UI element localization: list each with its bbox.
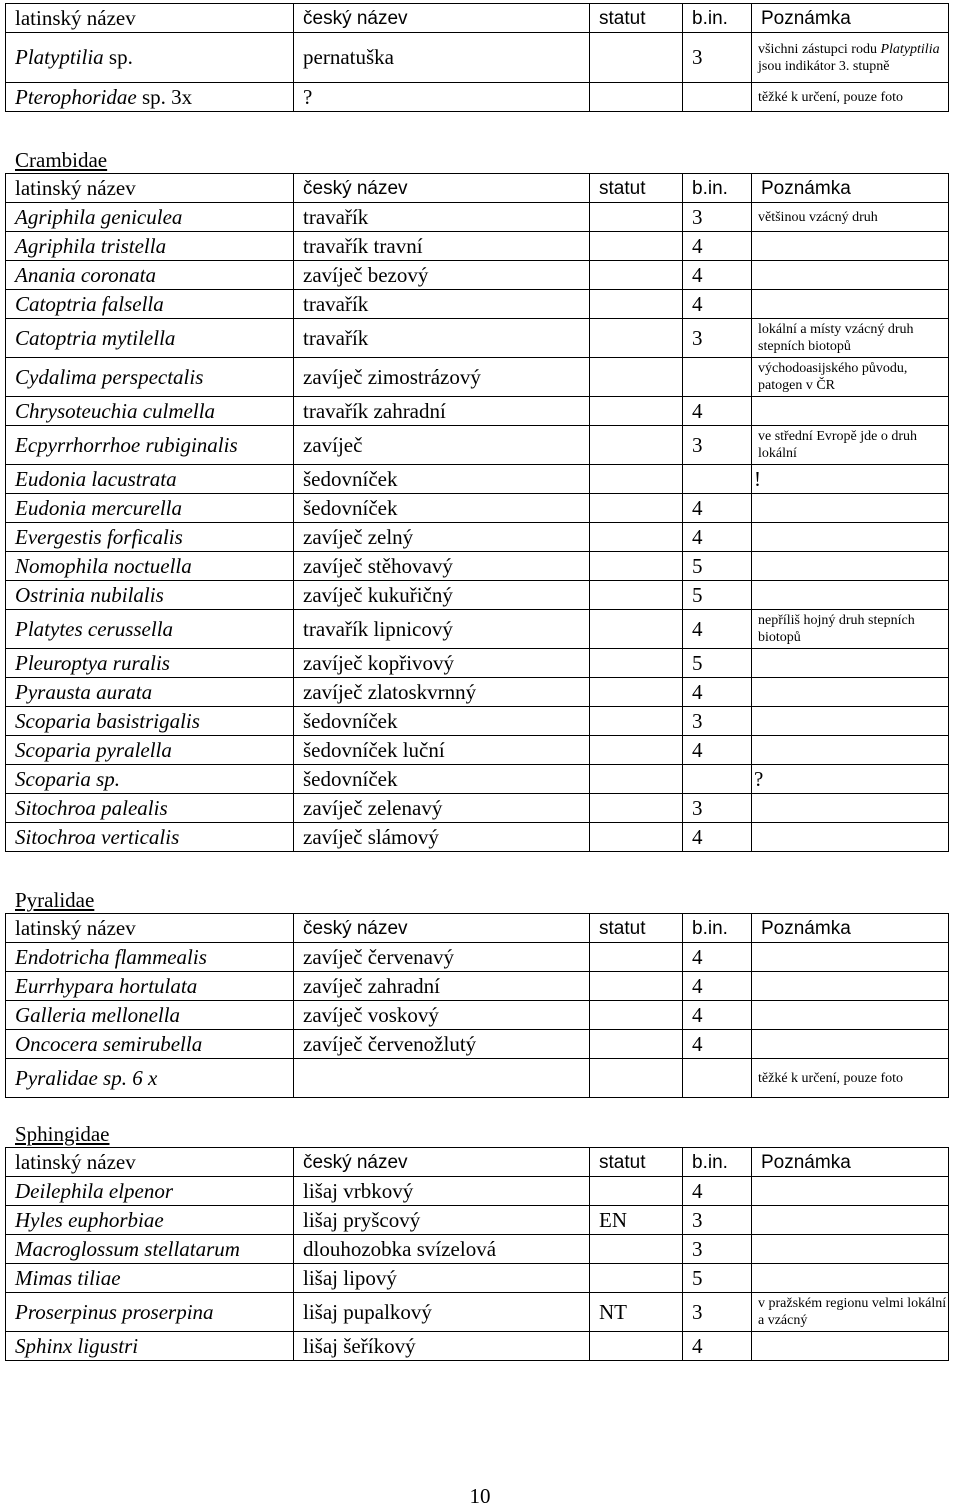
status-cell xyxy=(590,319,683,358)
czech-cell: šedovníček xyxy=(294,465,590,494)
note-cell xyxy=(752,649,949,678)
latin-cell: Platyptilia sp. xyxy=(6,33,294,83)
note-cell xyxy=(752,494,949,523)
note-cell: lokální a místy vzácný druh stepních biotopů xyxy=(752,319,949,358)
latin-cell: Pyrausta aurata xyxy=(6,678,294,707)
table-row xyxy=(6,261,949,290)
table-row xyxy=(6,581,949,610)
czech-cell: zavíječ xyxy=(294,426,590,465)
table-header-row xyxy=(6,4,949,33)
table-row xyxy=(6,33,949,83)
czech-cell: šedovníček luční xyxy=(294,736,590,765)
status-cell xyxy=(590,465,683,494)
czech-cell: lišaj lipový xyxy=(294,1264,590,1293)
czech-cell: lišaj vrbkový xyxy=(294,1177,590,1206)
latin-cell: Deilephila elpenor xyxy=(6,1177,294,1206)
crambidae-table xyxy=(5,173,949,852)
latin-cell: Platytes cerussella xyxy=(6,610,294,649)
bin-cell: 3 xyxy=(683,1235,752,1264)
bin-cell: 3 xyxy=(683,426,752,465)
note-cell xyxy=(752,261,949,290)
status-cell xyxy=(590,794,683,823)
table-row xyxy=(6,426,949,465)
latin-cell: Hyles euphorbiae xyxy=(6,1206,294,1235)
bin-cell: 3 xyxy=(683,1293,752,1332)
czech-cell: travařík xyxy=(294,203,590,232)
col-status-header: statut xyxy=(590,4,683,33)
latin-cell: Sitochroa verticalis xyxy=(6,823,294,852)
status-cell xyxy=(590,261,683,290)
latin-cell: Cydalima perspectalis xyxy=(6,358,294,397)
latin-cell: Scoparia pyralella xyxy=(6,736,294,765)
bin-cell: 4 xyxy=(683,523,752,552)
latin-cell: Pyralidae sp. 6 x xyxy=(6,1059,294,1098)
col-latin-header: latinský název xyxy=(6,1148,294,1177)
bin-cell: 5 xyxy=(683,1264,752,1293)
czech-cell: zavíječ voskový xyxy=(294,1001,590,1030)
table-row xyxy=(6,823,949,852)
note-cell xyxy=(752,1030,949,1059)
bin-cell: 5 xyxy=(683,552,752,581)
czech-cell: zavíječ zahradní xyxy=(294,972,590,1001)
czech-cell: travařík travní xyxy=(294,232,590,261)
note-cell xyxy=(752,523,949,552)
latin-cell: Macroglossum stellatarum xyxy=(6,1235,294,1264)
section-title: Pyralidae xyxy=(15,888,95,912)
czech-cell: zavíječ zlatoskvrnný xyxy=(294,678,590,707)
status-cell xyxy=(590,581,683,610)
table-row xyxy=(6,358,949,397)
status-cell xyxy=(590,1059,683,1098)
sphingidae-table xyxy=(5,1147,949,1361)
note-cell xyxy=(752,736,949,765)
table-row xyxy=(6,1059,949,1098)
table-row xyxy=(6,1001,949,1030)
status-cell xyxy=(590,943,683,972)
col-latin-header: latinský název xyxy=(6,914,294,943)
table-row xyxy=(6,465,949,494)
bin-cell: 4 xyxy=(683,290,752,319)
note-cell xyxy=(752,1177,949,1206)
table-row xyxy=(6,523,949,552)
note-cell: těžké k určení, pouze foto xyxy=(752,83,949,112)
czech-cell: travařík lipnicový xyxy=(294,610,590,649)
status-cell xyxy=(590,232,683,261)
status-cell xyxy=(590,610,683,649)
col-bin-header: b.in. xyxy=(683,1148,752,1177)
czech-cell: travařík xyxy=(294,290,590,319)
czech-cell: zavíječ červenožlutý xyxy=(294,1030,590,1059)
czech-cell: zavíječ červenavý xyxy=(294,943,590,972)
note-cell xyxy=(752,397,949,426)
latin-cell: Ecpyrrhorrhoe rubiginalis xyxy=(6,426,294,465)
czech-cell: zavíječ zelný xyxy=(294,523,590,552)
czech-cell: šedovníček xyxy=(294,494,590,523)
table-row xyxy=(6,610,949,649)
czech-cell: pernatuška xyxy=(294,33,590,83)
latin-cell: Eudonia lacustrata xyxy=(6,465,294,494)
col-note-header: Poznámka xyxy=(752,174,949,203)
note-cell xyxy=(752,552,949,581)
status-cell xyxy=(590,397,683,426)
bin-cell: 4 xyxy=(683,397,752,426)
czech-cell: travařík xyxy=(294,319,590,358)
status-cell xyxy=(590,823,683,852)
latin-cell: Ostrinia nubilalis xyxy=(6,581,294,610)
note-cell: všichni zástupci rodu Platyptilia jsou indikátor 3. stupně xyxy=(752,33,949,83)
section-title: Sphingidae xyxy=(15,1122,110,1146)
status-cell xyxy=(590,1332,683,1361)
note-cell xyxy=(752,1332,949,1361)
status-cell xyxy=(590,290,683,319)
section-title: Crambidae xyxy=(15,148,108,172)
bin-cell: 4 xyxy=(683,678,752,707)
note-cell xyxy=(752,972,949,1001)
czech-cell: lišaj pryšcový xyxy=(294,1206,590,1235)
table-row xyxy=(6,678,949,707)
bin-cell xyxy=(683,465,752,494)
latin-cell: Anania coronata xyxy=(6,261,294,290)
col-czech-header: český název xyxy=(294,914,590,943)
note-cell: ! xyxy=(752,465,949,494)
table-row xyxy=(6,972,949,1001)
note-cell xyxy=(752,707,949,736)
bin-cell: 3 xyxy=(683,33,752,83)
table-row xyxy=(6,1332,949,1361)
table-row xyxy=(6,1177,949,1206)
bin-cell: 4 xyxy=(683,1332,752,1361)
note-cell xyxy=(752,943,949,972)
table-row xyxy=(6,794,949,823)
bin-cell: 3 xyxy=(683,1206,752,1235)
bin-cell xyxy=(683,765,752,794)
table-row xyxy=(6,552,949,581)
latin-cell: Scoparia sp. xyxy=(6,765,294,794)
table-row xyxy=(6,707,949,736)
bin-cell: 4 xyxy=(683,736,752,765)
table-row xyxy=(6,1235,949,1264)
status-cell xyxy=(590,358,683,397)
bin-cell: 4 xyxy=(683,943,752,972)
latin-cell: Eudonia mercurella xyxy=(6,494,294,523)
note-cell xyxy=(752,678,949,707)
status-cell xyxy=(590,972,683,1001)
latin-cell: Catoptria falsella xyxy=(6,290,294,319)
bin-cell xyxy=(683,1059,752,1098)
status-cell xyxy=(590,426,683,465)
page-number: 10 xyxy=(469,1484,491,1508)
table-row xyxy=(6,232,949,261)
table-header-row xyxy=(6,914,949,943)
bin-cell: 5 xyxy=(683,649,752,678)
czech-cell: ? xyxy=(294,83,590,112)
status-cell: EN xyxy=(590,1206,683,1235)
latin-cell: Oncocera semirubella xyxy=(6,1030,294,1059)
pyralidae-section xyxy=(5,888,957,1098)
czech-cell: zavíječ kukuřičný xyxy=(294,581,590,610)
latin-cell: Agriphila geniculea xyxy=(6,203,294,232)
bin-cell: 3 xyxy=(683,707,752,736)
status-cell xyxy=(590,649,683,678)
table-row xyxy=(6,397,949,426)
table-row xyxy=(6,290,949,319)
note-cell xyxy=(752,581,949,610)
col-czech-header: český název xyxy=(294,174,590,203)
czech-cell: šedovníček xyxy=(294,765,590,794)
status-cell xyxy=(590,1001,683,1030)
status-cell xyxy=(590,736,683,765)
table-row xyxy=(6,83,949,112)
pterophoridae-section xyxy=(5,3,957,112)
col-status-header: statut xyxy=(590,914,683,943)
note-cell: nepříliš hojný druh stepních biotopů xyxy=(752,610,949,649)
status-cell xyxy=(590,1177,683,1206)
col-note-header: Poznámka xyxy=(752,914,949,943)
czech-cell: lišaj pupalkový xyxy=(294,1293,590,1332)
bin-cell: 4 xyxy=(683,494,752,523)
bin-cell xyxy=(683,83,752,112)
col-czech-header: český název xyxy=(294,4,590,33)
latin-cell: Sitochroa palealis xyxy=(6,794,294,823)
col-latin-header: latinský název xyxy=(6,4,294,33)
note-cell xyxy=(752,1001,949,1030)
note-cell xyxy=(752,1264,949,1293)
czech-cell: lišaj šeříkový xyxy=(294,1332,590,1361)
latin-cell: Proserpinus proserpina xyxy=(6,1293,294,1332)
status-cell xyxy=(590,552,683,581)
note-cell xyxy=(752,794,949,823)
status-cell xyxy=(590,707,683,736)
note-cell: těžké k určení, pouze foto xyxy=(752,1059,949,1098)
bin-cell: 4 xyxy=(683,232,752,261)
status-cell xyxy=(590,203,683,232)
latin-cell: Evergestis forficalis xyxy=(6,523,294,552)
czech-cell xyxy=(294,1059,590,1098)
col-latin-header: latinský název xyxy=(6,174,294,203)
status-cell xyxy=(590,765,683,794)
czech-cell: dlouhozobka svízelová xyxy=(294,1235,590,1264)
latin-cell: Scoparia basistrigalis xyxy=(6,707,294,736)
col-note-header: Poznámka xyxy=(752,1148,949,1177)
note-cell xyxy=(752,1206,949,1235)
col-bin-header: b.in. xyxy=(683,174,752,203)
czech-cell: zavíječ zimostrázový xyxy=(294,358,590,397)
latin-cell: Catoptria mytilella xyxy=(6,319,294,358)
note-cell: ve střední Evropě jde o druh lokální xyxy=(752,426,949,465)
bin-cell: 3 xyxy=(683,794,752,823)
table-row xyxy=(6,1206,949,1235)
col-status-header: statut xyxy=(590,174,683,203)
crambidae-section xyxy=(5,148,957,852)
table-header-row xyxy=(6,1148,949,1177)
czech-cell: šedovníček xyxy=(294,707,590,736)
note-cell: ? xyxy=(752,765,949,794)
col-bin-header: b.in. xyxy=(683,914,752,943)
note-cell: většinou vzácný druh xyxy=(752,203,949,232)
bin-cell: 3 xyxy=(683,203,752,232)
latin-cell: Pleuroptya ruralis xyxy=(6,649,294,678)
pyralidae-table xyxy=(5,913,949,1098)
note-cell xyxy=(752,232,949,261)
col-status-header: statut xyxy=(590,1148,683,1177)
table-row xyxy=(6,943,949,972)
czech-cell: zavíječ kopřivový xyxy=(294,649,590,678)
note-cell xyxy=(752,290,949,319)
table-row xyxy=(6,736,949,765)
sphingidae-section xyxy=(5,1122,957,1361)
bin-cell: 3 xyxy=(683,319,752,358)
latin-cell: Endotricha flammealis xyxy=(6,943,294,972)
status-cell: NT xyxy=(590,1293,683,1332)
status-cell xyxy=(590,494,683,523)
latin-cell: Agriphila tristella xyxy=(6,232,294,261)
col-note-header: Poznámka xyxy=(752,4,949,33)
note-cell xyxy=(752,1235,949,1264)
latin-cell: Nomophila noctuella xyxy=(6,552,294,581)
bin-cell: 4 xyxy=(683,1001,752,1030)
czech-cell: zavíječ bezový xyxy=(294,261,590,290)
bin-cell: 4 xyxy=(683,610,752,649)
table-row xyxy=(6,494,949,523)
bin-cell: 4 xyxy=(683,261,752,290)
col-czech-header: český název xyxy=(294,1148,590,1177)
czech-cell: zavíječ slámový xyxy=(294,823,590,852)
latin-cell: Chrysoteuchia culmella xyxy=(6,397,294,426)
note-cell: v pražském regionu velmi lokální a vzácný xyxy=(752,1293,949,1332)
bin-cell: 5 xyxy=(683,581,752,610)
table-row xyxy=(6,1293,949,1332)
bin-cell: 4 xyxy=(683,1030,752,1059)
bin-cell: 4 xyxy=(683,972,752,1001)
status-cell xyxy=(590,1264,683,1293)
table-row xyxy=(6,1264,949,1293)
czech-cell: travařík zahradní xyxy=(294,397,590,426)
col-bin-header: b.in. xyxy=(683,4,752,33)
czech-cell: zavíječ zelenavý xyxy=(294,794,590,823)
table-row xyxy=(6,1030,949,1059)
table-row xyxy=(6,319,949,358)
note-cell: východoasijského původu, patogen v ČR xyxy=(752,358,949,397)
status-cell xyxy=(590,523,683,552)
bin-cell xyxy=(683,358,752,397)
status-cell xyxy=(590,33,683,83)
status-cell xyxy=(590,83,683,112)
bin-cell: 4 xyxy=(683,1177,752,1206)
latin-cell: Eurrhypara hortulata xyxy=(6,972,294,1001)
latin-cell: Galleria mellonella xyxy=(6,1001,294,1030)
bin-cell: 4 xyxy=(683,823,752,852)
note-cell xyxy=(752,823,949,852)
status-cell xyxy=(590,678,683,707)
status-cell xyxy=(590,1235,683,1264)
pterophoridae-table xyxy=(5,3,949,112)
latin-cell: Pterophoridae sp. 3x xyxy=(6,83,294,112)
table-row xyxy=(6,203,949,232)
table-row xyxy=(6,649,949,678)
czech-cell: zavíječ stěhovavý xyxy=(294,552,590,581)
latin-cell: Sphinx ligustri xyxy=(6,1332,294,1361)
status-cell xyxy=(590,1030,683,1059)
latin-cell: Mimas tiliae xyxy=(6,1264,294,1293)
table-header-row xyxy=(6,174,949,203)
table-row xyxy=(6,765,949,794)
